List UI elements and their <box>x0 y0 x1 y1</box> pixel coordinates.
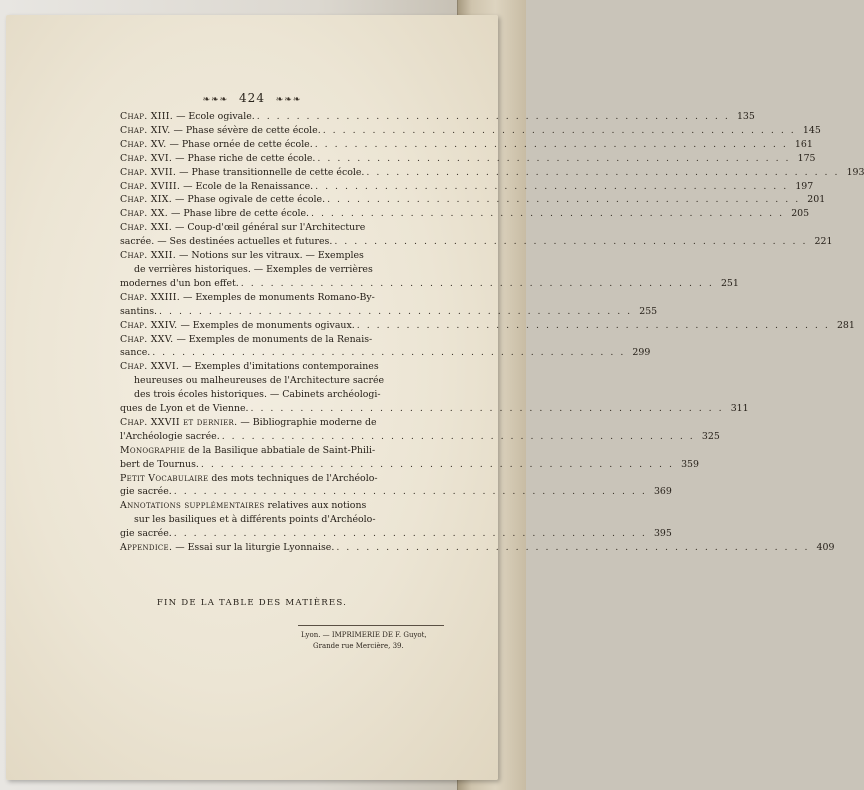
toc-entry-label: Chap. XXII. <box>120 250 177 262</box>
dot-leader <box>172 527 647 541</box>
toc-page-number: 201 <box>807 194 826 206</box>
toc-entry-text: des trois écoles historiques. — Cabinets archéologi- <box>134 389 381 401</box>
toc-entry-label: Chap. XXVII et dernier. <box>120 416 238 428</box>
toc-entry-label: Chap. XIX. <box>120 194 173 206</box>
dot-leader <box>334 541 809 555</box>
toc-entry-text: relatives aux notions <box>267 500 367 512</box>
toc-entry-text: — Ecole de la Renaissance. <box>183 180 314 192</box>
toc-entry-text: — Phase ogivale de cette école. <box>175 194 326 206</box>
dot-leader <box>309 207 784 221</box>
toc-entry-label: Chap. XIV. <box>120 124 171 136</box>
toc-page-number: 221 <box>814 236 833 248</box>
dot-leader <box>199 458 674 472</box>
toc-page-number: 325 <box>701 430 720 442</box>
toc-entry-text: — Notions sur les vitraux. — Exemples <box>179 250 364 262</box>
toc-entry-text: l'Archéologie sacrée. <box>120 430 220 442</box>
right-ornament: ❧❧❧ <box>275 95 302 105</box>
toc-entry-label: Chap. XV. <box>120 138 167 150</box>
toc-page-number: 395 <box>653 528 672 540</box>
toc-entry <box>120 207 810 221</box>
toc-page-number: 369 <box>653 486 672 498</box>
toc-entry-label: Chap. XX. <box>120 208 169 220</box>
toc-entry-text: — Ecole ogivale. <box>176 111 255 122</box>
toc-entry <box>120 499 672 541</box>
page-header <box>6 91 498 105</box>
toc-page-number: 299 <box>632 347 651 359</box>
toc-entry-text: modernes d'un bon effet. <box>120 277 239 289</box>
dot-leader <box>364 166 839 180</box>
toc-page-number: 205 <box>791 208 810 220</box>
toc-page-number: 197 <box>795 180 814 192</box>
toc-entry-label: Chap. XVI. <box>120 152 173 164</box>
toc-entry <box>120 166 864 180</box>
toc-entry-text: santins. <box>120 305 158 317</box>
toc-entry-text: — Exemples de monuments Romano-By- <box>183 291 375 303</box>
toc-page-number: 255 <box>639 305 658 317</box>
dot-leader <box>325 193 800 207</box>
toc-entry <box>120 360 749 416</box>
toc-entry-text: sance. <box>120 347 151 359</box>
toc-entry <box>120 110 755 124</box>
toc-entry <box>120 333 651 361</box>
toc-entry-text: — Essai sur la liturgie Lyonnaise. <box>175 542 335 554</box>
table-of-contents <box>120 110 864 555</box>
dot-leader <box>315 152 790 166</box>
toc-entry <box>120 472 672 500</box>
toc-entry-label: Appendice. <box>120 542 173 554</box>
toc-entry-text: — Phase sévère de cette école. <box>173 124 321 136</box>
toc-entry-text: — Bibliographie moderne de <box>240 416 377 428</box>
toc-entry-label: Chap. XXI. <box>120 222 173 234</box>
dot-leader <box>249 402 724 416</box>
toc-entry-text: — Phase transitionnelle de cette école. <box>179 166 365 178</box>
dot-leader <box>355 319 830 333</box>
dot-leader <box>157 305 632 319</box>
imprint-line-1: Lyon. — IMPRIMERIE DE F. Guyot, <box>301 631 427 639</box>
dot-leader <box>255 110 730 124</box>
toc-entry <box>120 193 826 207</box>
toc-entry-text: sacrée. — Ses destinées actuelles et futures. <box>120 236 333 248</box>
toc-entry <box>120 444 699 472</box>
toc-entry-label: Chap. XVIII. <box>120 180 181 192</box>
toc-entry-text: bert de Tournus. <box>120 458 199 470</box>
toc-entry-label: Petit Vocabulaire <box>120 472 209 484</box>
dot-leader <box>172 485 647 499</box>
toc-page-number: 135 <box>736 111 755 122</box>
dot-leader <box>321 124 796 138</box>
toc-entry-text: gie sacrée. <box>120 486 172 498</box>
toc-entry-text: heureuses ou malheureuses de l'Architecture sacrée <box>134 375 385 387</box>
imprint-rule <box>298 625 444 626</box>
toc-entry <box>120 319 855 333</box>
dot-leader <box>313 180 788 194</box>
toc-entry-label: Annotations supplémentaires <box>120 500 265 512</box>
dot-leader <box>313 138 788 152</box>
toc-page-number: 359 <box>681 458 699 470</box>
toc-page-number: 251 <box>720 277 739 289</box>
toc-entry <box>120 416 720 444</box>
toc-entry-text: — Exemples de monuments de la Renais- <box>176 333 373 345</box>
toc-entry <box>120 180 814 194</box>
toc-entry <box>120 124 821 138</box>
toc-entry-text: — Phase ornée de cette école. <box>169 138 313 150</box>
closing-line: FIN DE LA TABLE DES MATIÈRES. <box>156 598 348 608</box>
toc-entry-text: sur les basiliques et à différents points d'Archéolo- <box>134 514 376 526</box>
toc-page-number: 161 <box>794 138 813 150</box>
toc-page-number: 193 <box>846 166 864 178</box>
left-ornament: ❧❧❧ <box>202 95 229 105</box>
toc-page-number: 409 <box>816 542 835 554</box>
toc-entry-label: Monographie <box>120 444 186 456</box>
book-page <box>6 15 864 780</box>
toc-entry-text: de la Basilique abbatiale de Saint-Phili- <box>188 444 376 456</box>
toc-page-number: 175 <box>797 152 816 164</box>
toc-entry-text: — Exemples de monuments ogivaux. <box>180 319 355 331</box>
toc-page-number: 281 <box>836 319 855 331</box>
toc-entry-label: Chap. XVII. <box>120 166 177 178</box>
imprint-line-2: Grande rue Mercière, 39. <box>313 642 404 650</box>
dot-leader <box>332 235 807 249</box>
page-number: 424 <box>239 91 265 105</box>
toc-entry <box>120 138 813 152</box>
toc-page-number: 145 <box>802 124 821 136</box>
toc-entry <box>120 221 833 249</box>
toc-entry-text: gie sacrée. <box>120 528 172 540</box>
toc-entry-label: Chap. XIII. <box>120 111 174 122</box>
toc-entry-label: Chap. XXIV. <box>120 319 178 331</box>
toc-entry-text: — Coup-d'œil général sur l'Architecture <box>175 222 366 234</box>
toc-entry-text: de verrières historiques. — Exemples de verrières <box>134 263 373 275</box>
toc-entry <box>120 152 816 166</box>
toc-entry-label: Chap. XXIII. <box>120 291 181 303</box>
toc-entry-text: des mots techniques de l'Archéolo- <box>211 472 378 484</box>
toc-entry-text: — Phase riche de cette école. <box>175 152 316 164</box>
toc-entry <box>120 249 739 291</box>
toc-entry-label: Chap. XXV. <box>120 333 174 345</box>
toc-entry <box>120 541 835 555</box>
toc-entry-text: — Exemples d'imitations contemporaines <box>182 361 379 373</box>
toc-page-number: 311 <box>730 403 749 415</box>
toc-entry-label: Chap. XXVI. <box>120 361 180 373</box>
dot-leader <box>239 277 714 291</box>
toc-entry-text: — Phase libre de cette école. <box>171 208 310 220</box>
toc-entry-text: ques de Lyon et de Vienne. <box>120 403 249 415</box>
toc-entry <box>120 291 658 319</box>
dot-leader <box>150 346 625 360</box>
dot-leader <box>220 430 695 444</box>
printer-imprint <box>301 630 461 652</box>
